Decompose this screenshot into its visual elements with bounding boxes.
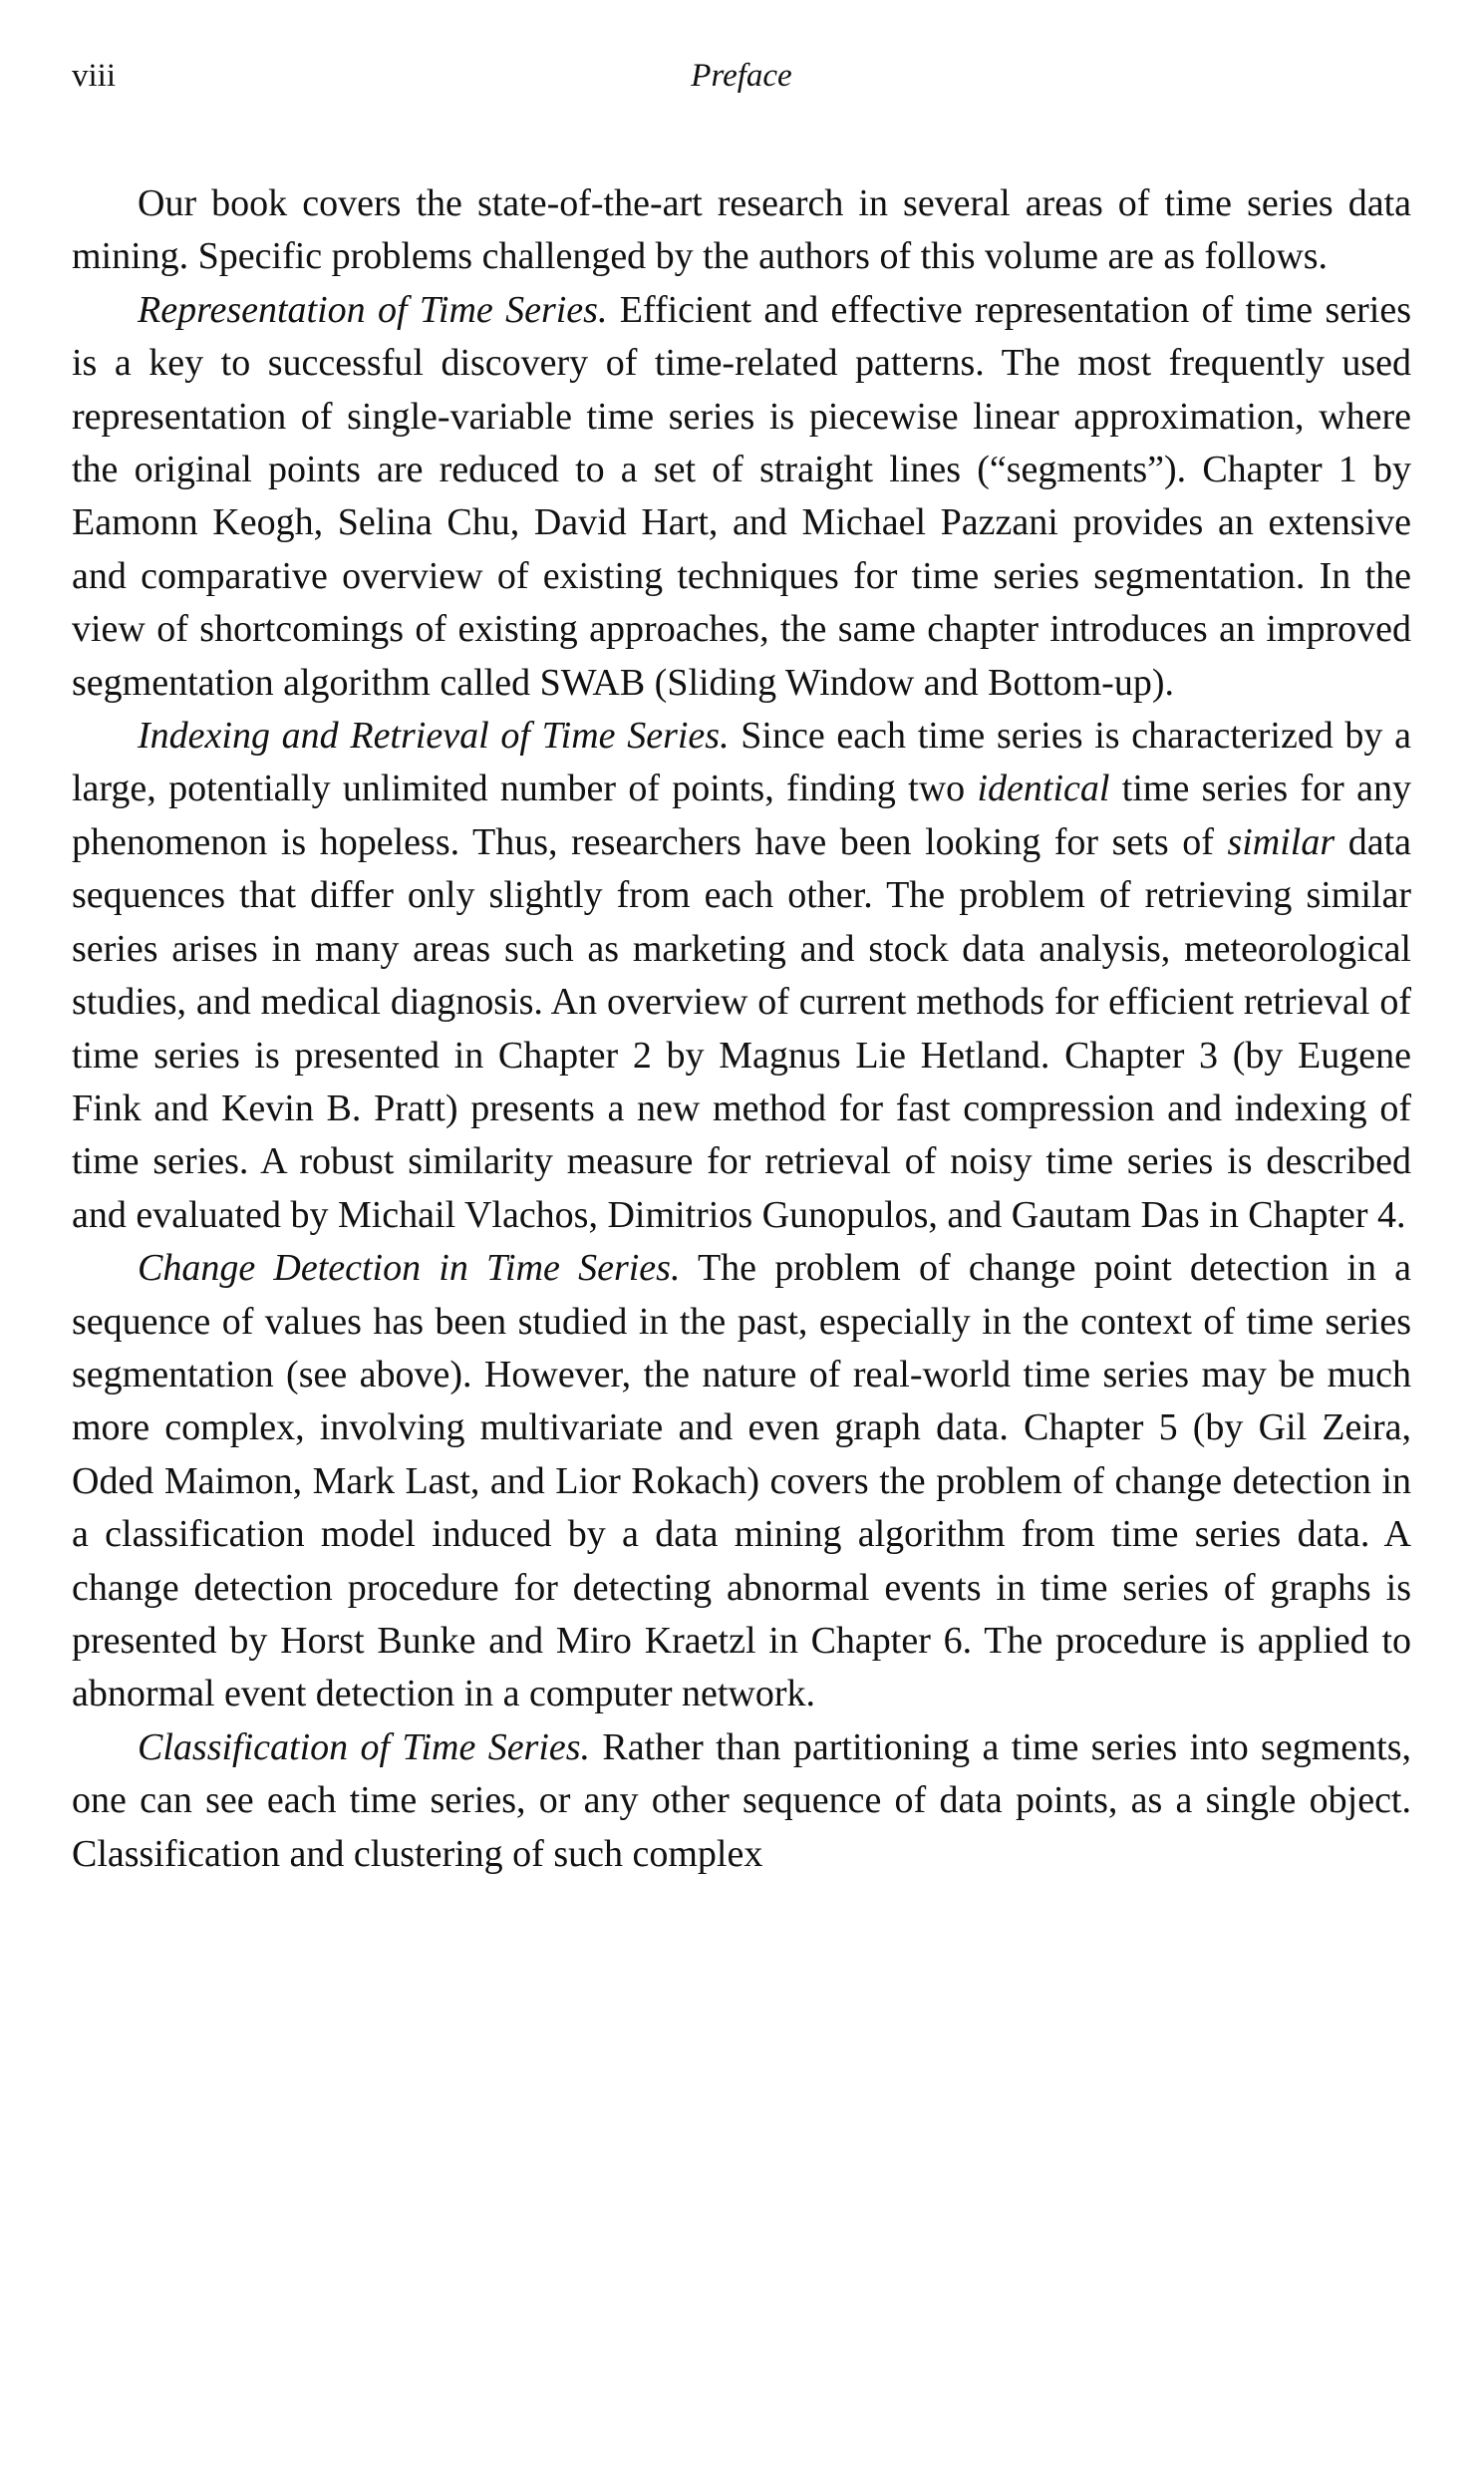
section-heading-indexing: Indexing and Retrieval of Time Series. [138, 715, 730, 758]
running-head [72, 58, 1411, 98]
section-heading-classification: Classification of Time Series. [138, 1725, 591, 1768]
section-heading-representation: Representation of Time Series. [138, 288, 608, 331]
paragraph-indexing [72, 710, 1411, 1242]
body-text [72, 177, 1411, 1881]
paragraph-text: Since each time series is characterized by a large, potentially unlimited number of points, finding two [72, 715, 1412, 810]
paragraph-text: data sequences that differ only slightly from each other. The problem of retrieving similar series arises in many areas such as marketing and stock data analysis, meteorological studies, and medical diagnosis. An overview of current methods for efficient retrieval of time series is presented in Chapter 2 by Magnus Lie Hetland. Chapter 3 (by Eugene Fink and Kevin B. Pratt) presents a new method for fast compression and indexing of time series. A robust similarity measure for retrieval of noisy time series is described and evaluated by Michail Vlachos, Dimitrios Gunopulos, and Gautam Das in Chapter 4. [72, 820, 1411, 1236]
paragraph-text: The problem of change point detection in a sequence of values has been studied in the past, especially in the context of time series segmentation (see above). However, the nature of real-world time series may be much more complex, involving multivariate and even graph data. Chapter 5 (by Gil Zeira, Oded Maimon, Mark Last, and Lior Rokach) covers the problem of change detection in a classification model induced by a data mining algorithm from time series data. A change detection procedure for detecting abnormal events in time series of graphs is presented by Horst Bunke and Miro Kraetzl in Chapter 6. The procedure is applied to abnormal event detection in a computer network. [72, 1247, 1411, 1715]
paragraph-text: time series for any phenomenon is hopeless. Thus, researchers have been looking for sets of [72, 768, 1412, 863]
paragraph-text: Rather than partitioning a time series into segments, one can see each time series, or any other sequence of data points, as a single object. Classification and clustering of such complex [72, 1725, 1411, 1875]
emphasis-similar: similar [1227, 820, 1336, 863]
paragraph-classification [72, 1721, 1411, 1881]
page-number: viii [72, 58, 117, 94]
paragraph-text: Our book covers the state-of-the-art research in several areas of time series data mining. Specific problems challenged by the authors of this volume are as follows. [72, 182, 1411, 278]
paragraph-representation [72, 284, 1411, 710]
book-page [72, 58, 1411, 1881]
emphasis-identical: identical [977, 768, 1110, 810]
paragraph-text: Efficient and effective representation of time series is a key to successful discovery of time-related patterns. The most frequently used representation of single-variable time series is piecewise linear approximation, where the original points are reduced to a set of straight lines (“segments”). Chapter 1 by Eamonn Keogh, Selina Chu, David Hart, and Michael Pazzani provides an extensive and comparative overview of existing techniques for time series segmentation. In the view of shortcomings of existing approaches, the same chapter introduces an improved segmentation algorithm called SWAB (Sliding Window and Bottom-up). [72, 288, 1411, 704]
paragraph-change-detection [72, 1242, 1411, 1721]
section-heading-change-detection: Change Detection in Time Series. [138, 1247, 681, 1290]
running-head-title: Preface [691, 58, 792, 94]
paragraph-intro [72, 177, 1411, 284]
